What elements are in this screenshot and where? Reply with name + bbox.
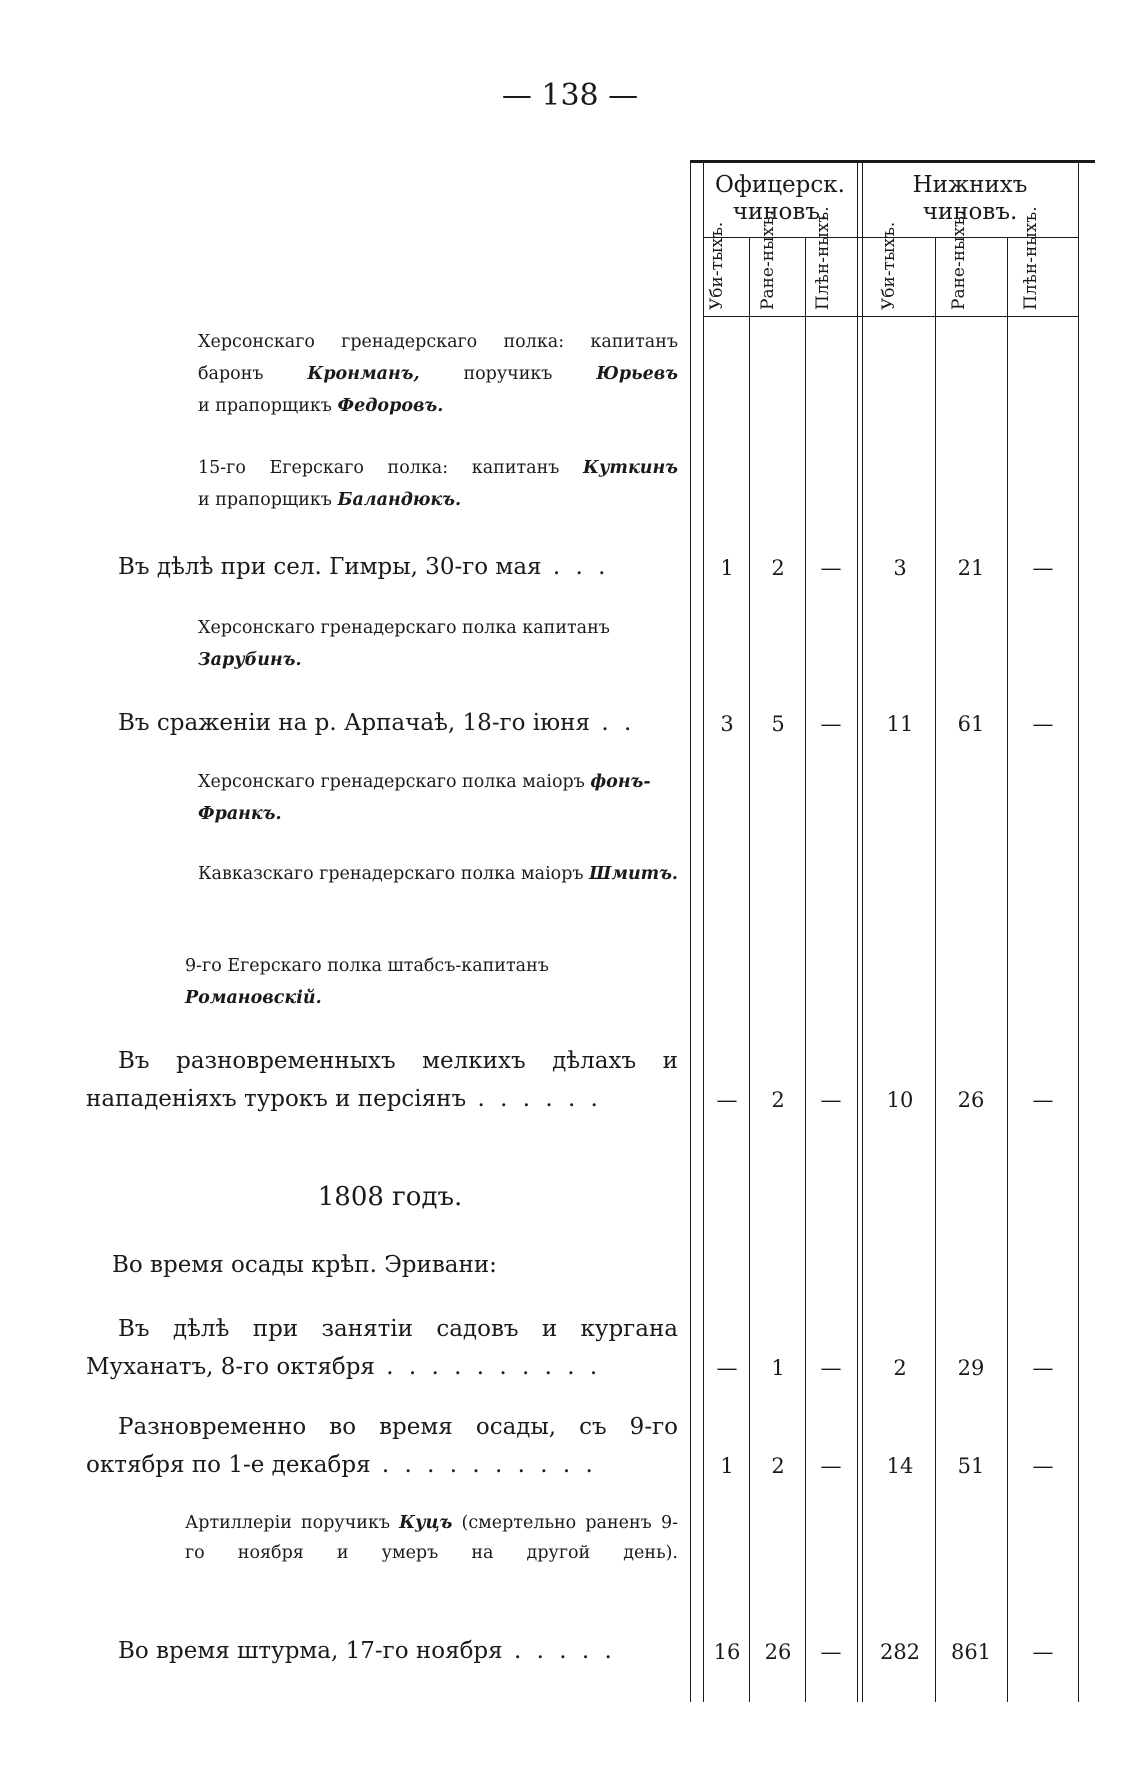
cell-officers-killed: 1 <box>720 1454 734 1478</box>
note-shmit: Кавказскаго гренадерскаго полка маіоръ Шмитъ. <box>198 864 679 884</box>
header-officers: Офицерск. чиновъ. <box>715 172 845 225</box>
note-romanovsky: 9-го Егерскаго полка штабсъ-капитанъ Романовскій. <box>185 956 549 1008</box>
cell-lower-wounded: 861 <box>950 1640 992 1664</box>
cell-officers-wounded: 2 <box>771 1454 785 1478</box>
cell-officers-captured: — <box>820 556 842 580</box>
header-lower-ranks: Нижнихъ чиновъ. <box>912 172 1028 225</box>
table-right-rule <box>1078 160 1079 1702</box>
entry-skirmishes-line2: нападеніяхъ турокъ и персіянъ . . . . . . <box>86 1086 602 1112</box>
cell-lower-captured: — <box>1032 556 1054 580</box>
col-lower-captured: Плѣн-ныхъ. <box>1021 206 1041 310</box>
entry-siege-line2: октября по 1-е декабря . . . . . . . . . . <box>86 1452 597 1478</box>
cell-officers-wounded: 5 <box>771 712 785 736</box>
table-top-rule <box>690 160 1095 163</box>
cell-officers-killed: — <box>716 1356 738 1380</box>
column-header-rule <box>703 316 1078 317</box>
section-heading-erivan: Во время осады крѣп. Эривани: <box>112 1252 497 1278</box>
note-fon-frank: Херсонскаго гренадерскаго полка маіоръ фонъ-Франкъ. <box>198 772 651 824</box>
entry-arpachai: Въ сраженіи на р. Арпачаѣ, 18-го іюня . . <box>118 710 636 736</box>
col-lower-killed: Уби-тыхъ. <box>879 221 899 310</box>
cell-lower-captured: — <box>1032 1088 1054 1112</box>
cell-lower-captured: — <box>1032 1356 1054 1380</box>
cell-officers-captured: — <box>820 1356 842 1380</box>
year-heading: 1808 годъ. <box>317 1182 463 1212</box>
col-divider-1 <box>749 237 750 1702</box>
cell-lower-killed: 11 <box>886 712 914 736</box>
cell-officers-killed: — <box>716 1088 738 1112</box>
entry-gimry: Въ дѣлѣ при сел. Гимры, 30-го мая . . . <box>118 554 610 580</box>
cell-lower-killed: 10 <box>886 1088 914 1112</box>
entry-mukhanat-line2: Муханатъ, 8-го октября . . . . . . . . . . <box>86 1354 602 1380</box>
cell-officers-captured: — <box>820 712 842 736</box>
note-15-jaeger: 15-го Егерскаго полка: капитанъ Куткинъ <box>198 458 678 478</box>
cell-lower-captured: — <box>1032 712 1054 736</box>
cell-lower-wounded: 61 <box>957 712 985 736</box>
col-lower-wounded: Ране-ныхъ. <box>949 210 969 310</box>
cell-officers-killed: 16 <box>713 1640 741 1664</box>
table-left-rule <box>690 160 691 1702</box>
col-officers-wounded: Ране-ныхъ. <box>758 210 778 310</box>
cell-officers-captured: — <box>820 1454 842 1478</box>
cell-officers-wounded: 2 <box>771 556 785 580</box>
cell-lower-killed: 2 <box>893 1356 907 1380</box>
col-divider-4 <box>1007 237 1008 1702</box>
cell-officers-captured: — <box>820 1640 842 1664</box>
cell-officers-wounded: 2 <box>771 1088 785 1112</box>
note-kuts: Артиллеріи поручикъ Куцъ (смертельно раненъ 9-го ноября и умеръ на другой день). <box>185 1513 678 1563</box>
entry-mukhanat-line1: Въ дѣлѣ при занятіи садовъ и кургана <box>118 1316 678 1342</box>
cell-officers-wounded: 1 <box>771 1356 785 1380</box>
page-number: — 138 — <box>501 78 639 113</box>
cell-officers-wounded: 26 <box>764 1640 792 1664</box>
col-officers-killed: Уби-тыхъ. <box>707 221 727 310</box>
cell-lower-wounded: 26 <box>957 1088 985 1112</box>
cell-lower-killed: 282 <box>879 1640 921 1664</box>
cell-lower-captured: — <box>1032 1640 1054 1664</box>
note-zarubin: Херсонскаго гренадерскаго полка капитанъ Зарубинъ. <box>198 618 610 670</box>
entry-siege-line1: Разновременно во время осады, съ 9-го <box>118 1414 678 1440</box>
entry-skirmishes-line1: Въ разновременныхъ мелкихъ дѣлахъ и <box>118 1048 678 1074</box>
cell-officers-killed: 3 <box>720 712 734 736</box>
col-divider-3 <box>935 237 936 1702</box>
cell-lower-wounded: 21 <box>957 556 985 580</box>
cell-lower-wounded: 51 <box>957 1454 985 1478</box>
cell-officers-captured: — <box>820 1088 842 1112</box>
cell-lower-killed: 3 <box>893 556 907 580</box>
cell-lower-wounded: 29 <box>957 1356 985 1380</box>
cell-lower-captured: — <box>1032 1454 1054 1478</box>
group-divider-b <box>862 160 863 1702</box>
col-officers-captured: Плѣн-ныхъ. <box>813 206 833 310</box>
cell-officers-killed: 1 <box>720 556 734 580</box>
note-15-jaeger-cont: и прапорщикъ Баландюкъ. <box>198 490 462 510</box>
col-divider-2 <box>805 237 806 1702</box>
note-khersonsky-officers-cont: и прапорщикъ Федоровъ. <box>198 396 444 416</box>
cell-lower-killed: 14 <box>886 1454 914 1478</box>
note-khersonsky-officers: Херсонскаго гренадерскаго полка: капитанъ баронъ Кронманъ, поручикъ Юрьевъ <box>198 332 678 384</box>
entry-storm: Во время штурма, 17-го ноября . . . . . <box>118 1638 616 1664</box>
